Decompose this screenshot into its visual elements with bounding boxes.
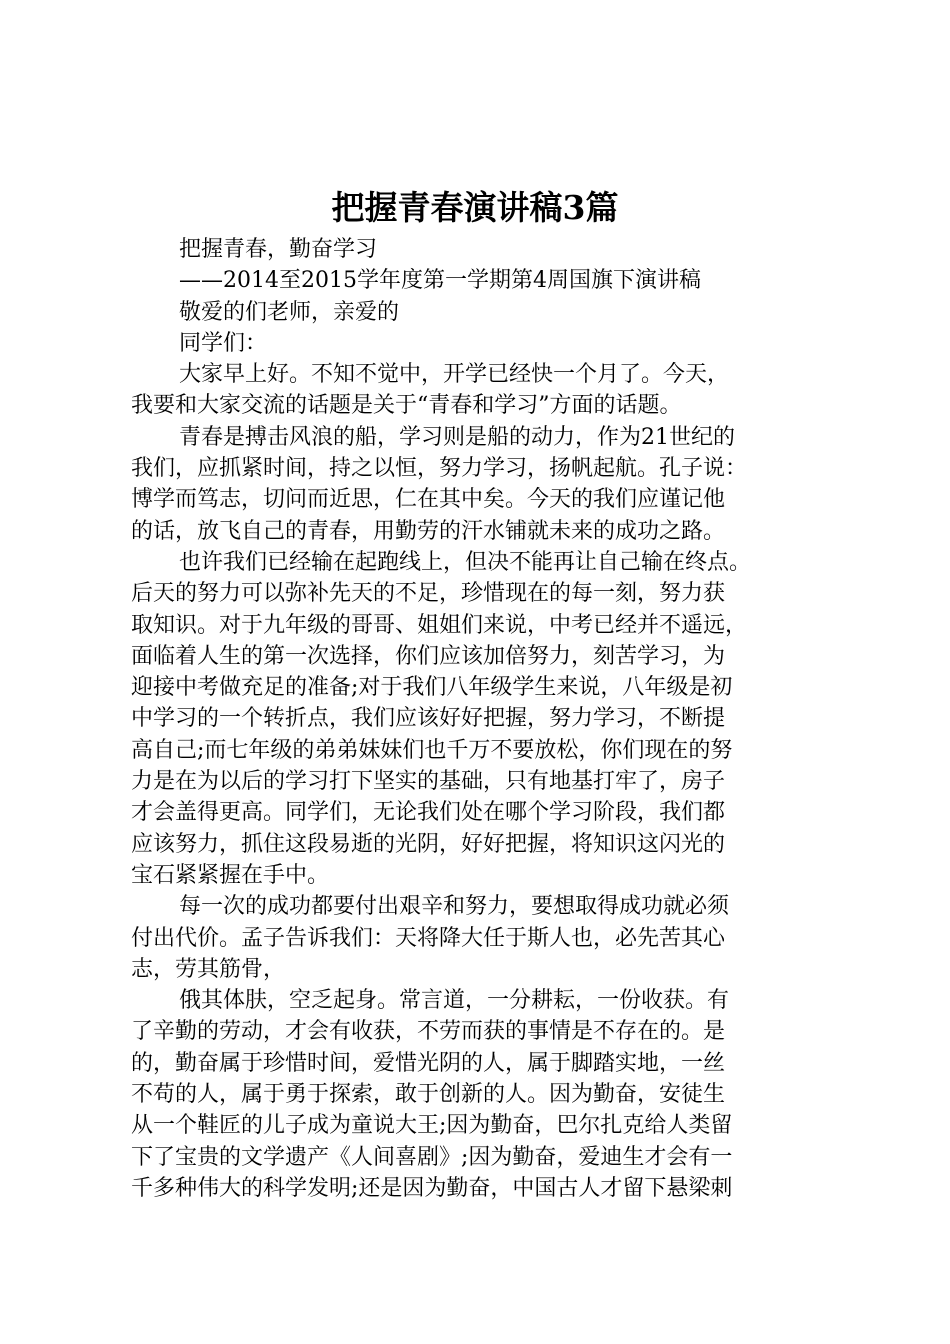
paragraph-line: 力是在为以后的学习打下坚实的基础，只有地基打牢了，房子 bbox=[131, 769, 726, 795]
paragraph-line: 我要和大家交流的话题是关于“青春和学习”方面的话题。 bbox=[131, 393, 682, 419]
paragraph-line: 后天的努力可以弥补先天的不足，珍惜现在的每一刻，努力获 bbox=[131, 581, 726, 607]
paragraph-line: 付出代价。孟子告诉我们：天将降大任于斯人也，必先苦其心 bbox=[131, 925, 726, 951]
paragraph-line: 取知识。对于九年级的哥哥、姐姐们来说，中考已经并不遥远， bbox=[131, 612, 748, 638]
paragraph-line: 应该努力，抓住这段易逝的光阴，好好把握，将知识这闪光的 bbox=[131, 831, 726, 857]
paragraph-line: 宝石紧紧握在手中。 bbox=[131, 862, 330, 888]
paragraph-line: 每一次的成功都要付出艰辛和努力，要想取得成功就必须 bbox=[179, 894, 730, 920]
paragraph-line: 的，勤奋属于珍惜时间，爱惜光阴的人，属于脚踏实地，一丝 bbox=[131, 1050, 726, 1076]
paragraph-line: 了辛勤的劳动，才会有收获，不劳而获的事情是不存在的。是 bbox=[131, 1019, 726, 1045]
paragraph-line: 千多种伟大的科学发明;还是因为勤奋，中国古人才留下悬梁刺 bbox=[131, 1175, 733, 1201]
paragraph-line: 我们，应抓紧时间，持之以恒，努力学习，扬帆起航。孔子说： bbox=[131, 456, 748, 482]
paragraph-line: 迎接中考做充足的准备;对于我们八年级学生来说，八年级是初 bbox=[131, 675, 733, 701]
document-title: 把握青春演讲稿3篇 bbox=[331, 188, 619, 227]
paragraph-line: 博学而笃志，切问而近思，仁在其中矣。今天的我们应谨记他 bbox=[131, 487, 726, 513]
paragraph-line: 的话，放飞自己的青春，用勤劳的汗水铺就未来的成功之路。 bbox=[131, 518, 726, 544]
paragraph-line: 俄其体肤，空乏起身。常言道，一分耕耘，一份收获。有 bbox=[179, 988, 730, 1014]
paragraph-line: 面临着人生的第一次选择，你们应该加倍努力，刻苦学习，为 bbox=[131, 643, 726, 669]
paragraph-line: 青春是搏击风浪的船，学习则是船的动力，作为21世纪的 bbox=[179, 424, 735, 450]
document-body bbox=[131, 234, 828, 1204]
paragraph-line: 从一个鞋匠的儿子成为童说大王;因为勤奋，巴尔扎克给人类留 bbox=[131, 1113, 733, 1139]
paragraph-line: 中学习的一个转折点，我们应该好好把握，努力学习，不断提 bbox=[131, 706, 726, 732]
paragraph-line: 不苟的人，属于勇于探索，敢于创新的人。因为勤奋，安徒生 bbox=[131, 1082, 726, 1108]
salutation-line: 同学们： bbox=[179, 330, 268, 356]
paragraph-line: 下了宝贵的文学遗产《人间喜剧》;因为勤奋，爱迪生才会有一 bbox=[131, 1144, 733, 1170]
paragraph-line: 高自己;而七年级的弟弟妹妹们也千万不要放松，你们现在的努 bbox=[131, 737, 733, 763]
paragraph-line: 大家早上好。不知不觉中，开学已经快一个月了。今天， bbox=[179, 362, 730, 388]
subtitle-line: ——2014至2015学年度第一学期第4周国旗下演讲稿 bbox=[179, 268, 701, 294]
subtitle-line: 把握青春，勤奋学习 bbox=[179, 237, 378, 262]
salutation-line: 敬爱的们老师，亲爱的 bbox=[179, 299, 400, 325]
paragraph-line: 志，劳其筋骨， bbox=[131, 956, 286, 982]
paragraph-line: 也许我们已经输在起跑线上，但决不能再让自己输在终点。 bbox=[179, 549, 752, 575]
paragraph-line: 才会盖得更高。同学们，无论我们处在哪个学习阶段，我们都 bbox=[131, 800, 726, 826]
